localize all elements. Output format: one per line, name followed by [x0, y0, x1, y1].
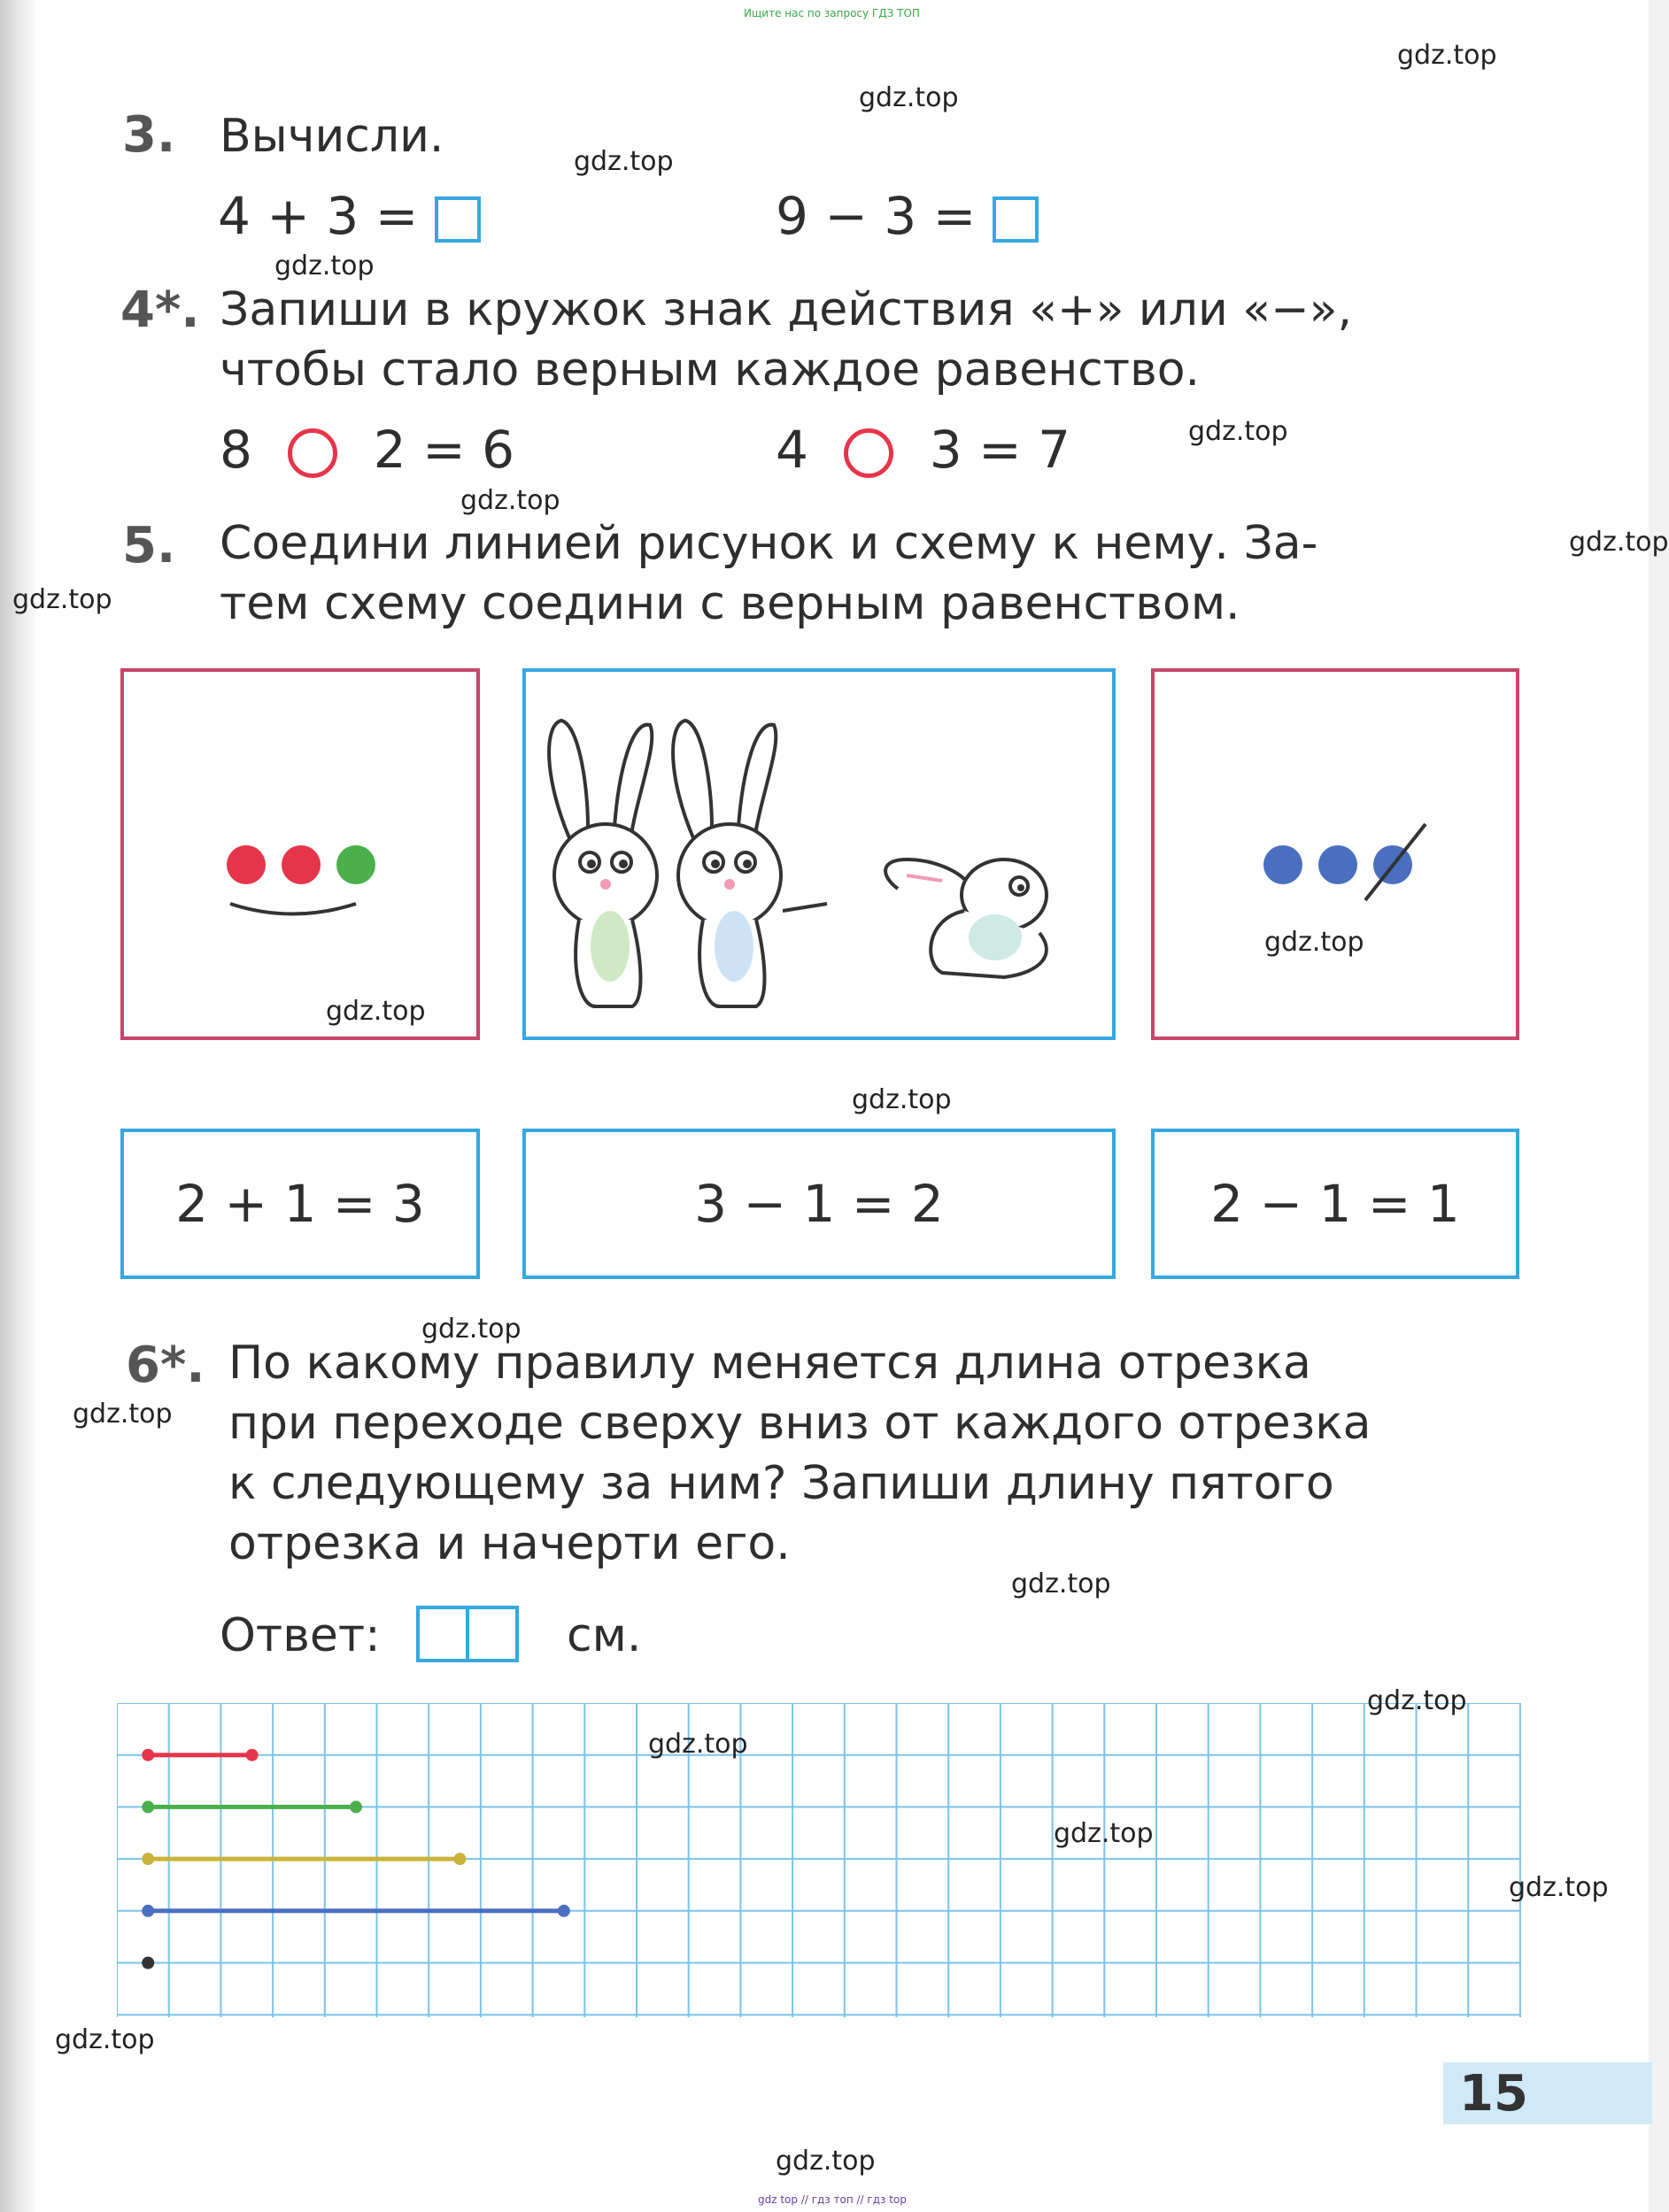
- task4-sign1-circle[interactable]: [288, 428, 337, 478]
- equation-box-3[interactable]: 2 − 1 = 1: [1151, 1129, 1519, 1279]
- watermark: gdz.top: [648, 1729, 748, 1760]
- footer-note: gdz top // гдз топ // гдз top: [758, 2193, 907, 2206]
- task3-answer1-box[interactable]: [435, 197, 481, 243]
- segment-start-dot: [142, 1905, 154, 1917]
- task4-eq2: [776, 420, 1070, 480]
- watermark: gdz.top: [55, 2024, 155, 2055]
- task4-eq1: [220, 420, 514, 480]
- scheme-right-box[interactable]: [1151, 668, 1519, 1040]
- watermark: gdz.top: [1569, 527, 1669, 558]
- watermark: gdz.top: [1264, 927, 1364, 958]
- segment-end-dot: [453, 1853, 466, 1865]
- watermark: gdz.top: [73, 1399, 173, 1430]
- answer-digit-box-1[interactable]: [416, 1606, 469, 1662]
- green-dot: [336, 845, 375, 884]
- segment-end-dot: [246, 1749, 259, 1761]
- task3-answer2-box[interactable]: [993, 197, 1039, 243]
- watermark: gdz.top: [574, 146, 674, 177]
- task3-number: 3.: [122, 106, 176, 164]
- watermark: gdz.top: [421, 1314, 522, 1345]
- watermark: gdz.top: [274, 250, 375, 281]
- watermark: gdz.top: [1509, 1872, 1609, 1903]
- watermark: gdz.top: [1367, 1685, 1467, 1716]
- task4-line1: Запиши в кружок знак действия «+» или «−»,: [220, 283, 1353, 336]
- task4-eq2-right: 3 = 7: [929, 420, 1071, 480]
- page-edge: [1649, 0, 1669, 2212]
- grid-svg: [117, 1703, 1521, 2017]
- task4-eq1-right: 2 = 6: [373, 420, 515, 480]
- page-number: 15: [1443, 2062, 1652, 2124]
- task4-line2: чтобы стало верным каждое равенство.: [220, 343, 1201, 397]
- book-spine: [0, 0, 35, 2212]
- watermark: gdz.top: [326, 996, 426, 1027]
- task6-number: 6*.: [126, 1337, 205, 1394]
- watermark: gdz.top: [852, 1084, 952, 1115]
- task4-number: 4*.: [120, 281, 200, 339]
- rabbit-1: [549, 721, 657, 1006]
- task6-line1: По какому правилу меняется длина отрезка: [228, 1337, 1311, 1390]
- task5-line2: тем схему соедини с верным равенством.: [220, 577, 1240, 630]
- answer-boxes: [416, 1606, 519, 1662]
- answer-unit: см.: [567, 1609, 642, 1662]
- dots-scheme-icon: [124, 672, 476, 1037]
- rabbit-3: [885, 859, 1047, 977]
- watermark: gdz.top: [1054, 1818, 1154, 1849]
- watermark: gdz.top: [460, 485, 560, 516]
- equation-box-2[interactable]: 3 − 1 = 2: [522, 1129, 1116, 1279]
- answer-digit-box-2[interactable]: [466, 1606, 519, 1662]
- task6-line2: при переходе сверху вниз от каждого отрезка: [228, 1397, 1372, 1450]
- task3-expr1-text: 4 + 3 =: [218, 186, 419, 246]
- segment-end-dot: [350, 1800, 362, 1813]
- watermark: gdz.top: [776, 2146, 876, 2177]
- segment-start-dot: [142, 1853, 154, 1865]
- scheme-left-box[interactable]: [120, 668, 480, 1040]
- task6-line4: отрезка и начерти его.: [228, 1517, 791, 1570]
- answer-label: Ответ:: [220, 1609, 381, 1662]
- task4-eq1-left: 8: [220, 420, 252, 480]
- dots-crossed-scheme-icon: [1155, 672, 1516, 1037]
- rabbits-picture-icon: [526, 672, 1112, 1037]
- watermark: gdz.top: [1188, 416, 1288, 447]
- task3-expr2-text: 9 − 3 =: [776, 186, 977, 246]
- red-dot: [282, 845, 321, 884]
- header-note: Ищите нас по запросу ГДЗ ТОП: [744, 7, 920, 19]
- segment-end-dot: [558, 1905, 570, 1917]
- segment-start-dot: [142, 1800, 154, 1813]
- picture-box[interactable]: [522, 668, 1116, 1040]
- bracket-arc: [230, 904, 356, 914]
- watermark: gdz.top: [12, 584, 112, 615]
- segments-grid: [117, 1703, 1521, 2021]
- task5-number: 5.: [122, 517, 176, 574]
- watermark: gdz.top: [1011, 1568, 1111, 1599]
- watermark: gdz.top: [1397, 40, 1497, 71]
- task4-sign2-circle[interactable]: [844, 428, 893, 478]
- segment-start-dot: [142, 1749, 154, 1761]
- task3-expr2: [776, 186, 1039, 246]
- task5-line1: Соедини линией рисунок и схему к нему. За-: [220, 517, 1318, 570]
- rabbit-2: [673, 721, 827, 1006]
- task4-eq2-left: 4: [776, 420, 808, 480]
- task3-expr1: [218, 186, 481, 246]
- task6-line3: к следующему за ним? Запиши длину пятого: [228, 1457, 1334, 1510]
- segment-start-dot: [142, 1957, 154, 1969]
- blue-dot: [1263, 845, 1302, 884]
- blue-dot: [1318, 845, 1357, 884]
- equation-box-1[interactable]: 2 + 1 = 3: [120, 1129, 480, 1279]
- task3-title: Вычисли.: [220, 110, 444, 163]
- red-dot: [227, 845, 266, 884]
- watermark: gdz.top: [859, 82, 959, 113]
